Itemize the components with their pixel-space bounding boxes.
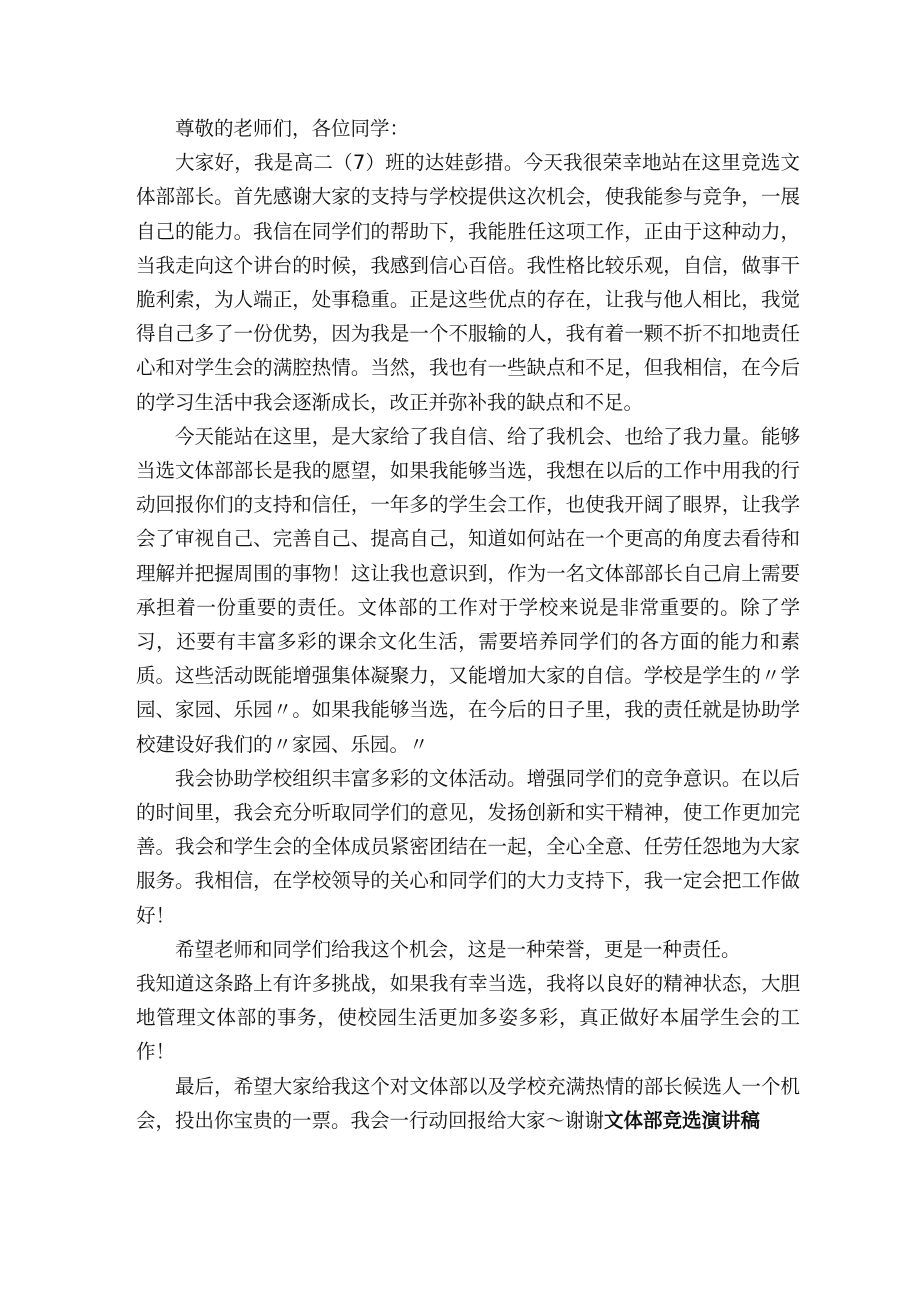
paragraph-challenges: 我知道这条路上有许多挑战，如果我有幸当选，我将以良好的精神状态，大胆地管理文体部的事务，使校园生活更加多姿多彩，真正做好本届学生会的工作！ bbox=[136, 972, 800, 1064]
paragraph-introduction: 大家好，我是高二（7）班的达娃彭措。今天我很荣幸地站在这里竞选文体部部长。首先感谢大家的支持与学校提供这次机会，使我能参与竞争，一展自己的能力。我信在同学们的帮助下，我能胜任这项工作，正由于这种动力，当我走向这个讲台的时候，我感到信心百倍。我性格比较乐观，自信，做事干脆利索，为人端正，处事稳重。正是这些优点的存在，让我与他人相比，我觉得自己多了一份优势，因为我是一个不服输的人，我有着一颗不折不扣地责任心和对学生会的满腔热情。当然，我也有一些缺点和不足，但我相信，在今后的学习生活中我会逐渐成长，改正并弥补我的缺点和不足。 bbox=[136, 151, 800, 414]
trailing-title: 文体部竞选演讲稿 bbox=[604, 1108, 761, 1132]
salutation: 尊敬的老师们，各位同学： bbox=[175, 117, 410, 140]
paragraph-closing bbox=[136, 1070, 800, 1138]
document-body bbox=[136, 112, 800, 1138]
closing-text: 最后，希望大家给我这个对文体部以及学校充满热情的部长候选人一个机会，投出你宝贵的一票。我会一行动回报给大家～谢谢 bbox=[136, 1074, 800, 1132]
paragraph-plans: 我会协助学校组织丰富多彩的文体活动。增强同学们的竞争意识。在以后的时间里，我会充分听取同学们的意见，发扬创新和实干精神，使工作更加完善。我会和学生会的全体成员紧密团结在一起，全心全意、任劳任怨地为大家服务。我相信，在学校领导的关心和同学们的大力支持下，我一定会把工作做好！ bbox=[136, 766, 800, 927]
paragraph-hope: 希望老师和同学们给我这个机会，这是一种荣誉，更是一种责任。 bbox=[175, 937, 741, 961]
paragraph-aspiration: 今天能站在这里，是大家给了我自信、给了我机会、也给了我力量。能够当选文体部部长是我的愿望，如果我能够当选，我想在以后的工作中用我的行动回报你们的支持和信任，一年多的学生会工作，也使我开阔了眼界，让我学会了审视自己、完善自己、提高自己，知道如何站在一个更高的角度去看待和理解并把握周围的事物！这让我也意识到，作为一名文体部部长自己肩上需要承担着一份重要的责任。文体部的工作对于学校来说是非常重要的。除了学习，还要有丰富多彩的课余文化生活，需要培养同学们的各方面的能力和素质。这些活动既能增强集体凝聚力，又能增加大家的自信。学校是学生的〃学园、家园、乐园〃。如果我能够当选，在今后的日子里，我的责任就是协助学校建设好我们的〃家园、乐园。〃 bbox=[136, 424, 800, 756]
